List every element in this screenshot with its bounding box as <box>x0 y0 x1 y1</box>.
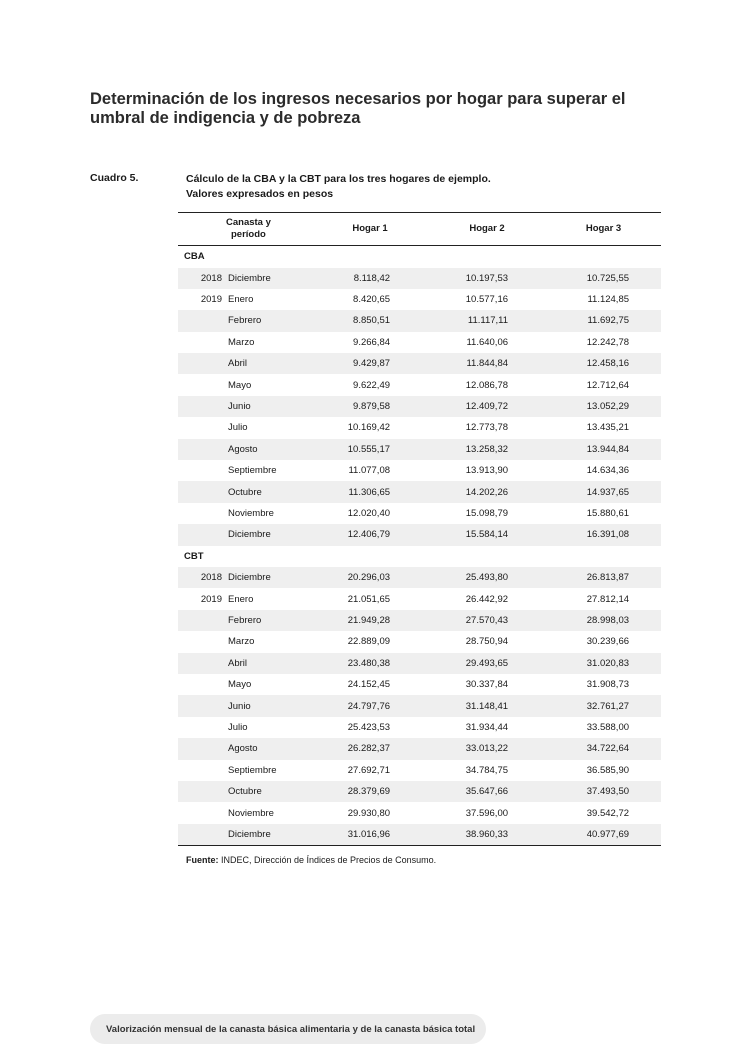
cell-h3: 36.585,90 <box>586 764 630 776</box>
cell-month: Septiembre <box>228 465 277 477</box>
cell-h2: 37.596,00 <box>465 807 509 819</box>
cell-year <box>178 653 228 674</box>
cell-h1: 8.118,42 <box>312 268 428 289</box>
cell-year <box>178 396 228 417</box>
cell-h1: 29.930,80 <box>347 807 391 819</box>
cell-h3: 31.908,73 <box>586 679 630 691</box>
header-canasta-line1: Canasta y <box>226 217 271 228</box>
cell-year <box>178 417 228 438</box>
table-row <box>178 289 661 310</box>
cell-year <box>178 674 228 695</box>
table-row <box>178 524 661 545</box>
cell-h3: 15.880,61 <box>586 507 630 519</box>
cell-year: 2018 <box>178 567 228 588</box>
cell-h3: 11.692,75 <box>546 310 661 331</box>
cell-h3: 37.493,50 <box>546 781 661 802</box>
table-row <box>178 738 661 759</box>
cell-h1: 21.051,65 <box>347 593 391 605</box>
table-row <box>178 268 661 289</box>
cell-month: Julio <box>228 422 248 434</box>
cell-h1: 24.152,45 <box>347 679 391 691</box>
cell-h1: 11.077,08 <box>348 465 391 477</box>
cell-h1: 10.169,42 <box>347 422 391 434</box>
cell-h2: 13.913,90 <box>465 465 509 477</box>
cell-h1: 26.282,37 <box>312 738 428 759</box>
cell-year <box>178 738 228 759</box>
cell-month: Noviembre <box>228 507 274 519</box>
cell-h2: 14.202,26 <box>428 481 546 502</box>
table-row <box>178 631 661 652</box>
source-note <box>186 855 436 865</box>
cell-h1: 9.879,58 <box>312 396 428 417</box>
cell-h1: 27.692,71 <box>347 764 391 776</box>
cuadro-caption-line1: Cálculo de la CBA y la CBT para los tres hogares de ejemplo. <box>186 173 491 185</box>
source-label: Fuente: <box>186 855 219 865</box>
page-title: Determinación de los ingresos necesarios por hogar para superar el umbral de indigencia y de pobreza <box>90 90 626 127</box>
cell-h3: 13.052,29 <box>546 396 661 417</box>
cell-month: Febrero <box>228 310 312 331</box>
table-row <box>178 674 661 695</box>
table-row <box>178 439 661 460</box>
cell-month: Diciembre <box>228 567 312 588</box>
cell-month: Julio <box>228 722 248 733</box>
footer-banner <box>90 1014 486 1044</box>
cell-h1: 28.379,69 <box>312 781 428 802</box>
section-row <box>178 546 661 568</box>
cell-year <box>178 824 228 846</box>
table-row <box>178 760 661 781</box>
cell-month: Marzo <box>228 636 255 648</box>
cell-h1: 20.296,03 <box>312 567 428 588</box>
header-canasta-line2: período <box>231 229 266 240</box>
cell-h3: 16.391,08 <box>546 524 661 545</box>
cell-h2: 35.647,66 <box>428 781 546 802</box>
cell-month: Septiembre <box>228 764 277 776</box>
cell-h1: 31.016,96 <box>312 824 428 846</box>
cell-h3: 27.812,14 <box>586 593 630 605</box>
table-row <box>178 588 661 609</box>
cell-h3: 39.542,72 <box>586 807 630 819</box>
cell-h2: 31.148,41 <box>428 695 546 716</box>
table-row <box>178 610 661 631</box>
cell-h2: 10.577,16 <box>465 294 509 306</box>
table-header <box>178 213 661 246</box>
cell-h2: 34.784,75 <box>465 764 509 776</box>
cell-h2: 11.117,11 <box>428 310 546 331</box>
cell-h3: 34.722,64 <box>546 738 661 759</box>
cell-year <box>178 503 228 524</box>
data-table-container <box>178 212 661 846</box>
cell-h3: 12.242,78 <box>586 336 630 348</box>
table-row <box>178 695 661 716</box>
cell-h2: 33.013,22 <box>428 738 546 759</box>
cell-h2: 12.409,72 <box>428 396 546 417</box>
cell-month: Enero <box>228 593 254 605</box>
table-row <box>178 567 661 588</box>
table-row <box>178 503 661 524</box>
cell-h1: 8.420,65 <box>353 294 391 306</box>
cell-year <box>178 332 228 353</box>
cell-h1: 9.266,84 <box>353 336 391 348</box>
cell-month: Abril <box>228 653 312 674</box>
cell-month: Agosto <box>228 439 312 460</box>
cell-h3: 11.124,85 <box>587 294 630 306</box>
cell-h1: 12.406,79 <box>312 524 428 545</box>
cell-month: Enero <box>228 294 254 306</box>
table-row <box>178 374 661 395</box>
table-row <box>178 781 661 802</box>
cell-year: 2019 <box>200 294 222 306</box>
cell-h1: 9.429,87 <box>312 353 428 374</box>
cell-month: Abril <box>228 353 312 374</box>
cell-year <box>178 631 228 652</box>
cell-month: Agosto <box>228 738 312 759</box>
header-hogar-3: Hogar 3 <box>585 223 622 234</box>
cell-h3: 31.020,83 <box>546 653 661 674</box>
cuadro-label: Cuadro 5. <box>90 172 139 184</box>
cell-h2: 15.584,14 <box>428 524 546 545</box>
section-row <box>178 246 661 268</box>
cell-h3: 13.435,21 <box>586 422 630 434</box>
table-row <box>178 417 661 438</box>
cell-h1: 25.423,53 <box>347 722 391 733</box>
cell-h2: 11.640,06 <box>466 336 509 348</box>
cell-h2: 38.960,33 <box>428 824 546 846</box>
cell-year <box>178 439 228 460</box>
cell-h3: 10.725,55 <box>546 268 661 289</box>
source-text: INDEC, Dirección de Índices de Precios de Consumo. <box>218 855 437 865</box>
cell-year <box>178 781 228 802</box>
cell-year <box>178 802 228 823</box>
table-row <box>178 332 661 353</box>
cell-month: Mayo <box>228 679 252 691</box>
cell-h1: 21.949,28 <box>312 610 428 631</box>
cell-year: 2019 <box>200 593 222 605</box>
cell-h1: 10.555,17 <box>312 439 428 460</box>
cell-h1: 8.850,51 <box>312 310 428 331</box>
table-row <box>178 353 661 374</box>
cell-h3: 30.239,66 <box>586 636 630 648</box>
table-row <box>178 653 661 674</box>
cell-month: Diciembre <box>228 268 312 289</box>
cell-h1: 23.480,38 <box>312 653 428 674</box>
cell-h3: 33.588,00 <box>586 722 630 733</box>
header-hogar-1: Hogar 1 <box>352 223 388 234</box>
header-hogar-2: Hogar 2 <box>469 223 505 234</box>
cell-year <box>178 460 228 481</box>
cell-year <box>178 374 228 395</box>
table-body <box>178 246 661 846</box>
cell-h2: 27.570,43 <box>428 610 546 631</box>
cell-h2: 11.844,84 <box>428 353 546 374</box>
cell-h3: 12.458,16 <box>546 353 661 374</box>
cell-month: Diciembre <box>228 524 312 545</box>
cell-h3: 32.761,27 <box>546 695 661 716</box>
cell-h2: 31.934,44 <box>465 722 509 733</box>
cell-h2: 15.098,79 <box>465 507 509 519</box>
cell-h2: 13.258,32 <box>428 439 546 460</box>
cell-year <box>178 695 228 716</box>
cell-h3: 28.998,03 <box>546 610 661 631</box>
cell-h1: 12.020,40 <box>347 507 391 519</box>
cell-h3: 40.977,69 <box>546 824 661 846</box>
section-label: CBA <box>184 251 205 263</box>
cell-h1: 22.889,09 <box>347 636 391 648</box>
cell-month: Mayo <box>228 379 252 391</box>
cell-month: Marzo <box>228 336 255 348</box>
table-row <box>178 824 661 846</box>
table-row <box>178 802 661 823</box>
table-row <box>178 481 661 502</box>
cell-year <box>178 717 228 738</box>
cell-year <box>178 760 228 781</box>
cuadro-caption <box>186 172 666 202</box>
table-row <box>178 310 661 331</box>
cell-h2: 30.337,84 <box>465 679 509 691</box>
cell-h2: 25.493,80 <box>428 567 546 588</box>
cell-year: 2018 <box>178 268 228 289</box>
footer-text: Valorización mensual de la canasta básica alimentaria y de la canasta básica total <box>106 1023 476 1035</box>
cell-year <box>178 610 228 631</box>
cell-h1: 9.622,49 <box>353 379 391 391</box>
cell-month: Noviembre <box>228 807 274 819</box>
cell-year <box>178 481 228 502</box>
cell-h3: 14.634,36 <box>586 465 630 477</box>
cell-h3: 14.937,65 <box>546 481 661 502</box>
section-label: CBT <box>184 550 204 562</box>
cell-month: Febrero <box>228 610 312 631</box>
table-row <box>178 717 661 738</box>
cell-h2: 26.442,92 <box>465 593 509 605</box>
cell-year <box>178 524 228 545</box>
cell-month: Diciembre <box>228 824 312 846</box>
cuadro-caption-line2: Valores expresados en pesos <box>186 188 334 200</box>
cell-h3: 13.944,84 <box>546 439 661 460</box>
cell-h2: 10.197,53 <box>428 268 546 289</box>
cell-month: Junio <box>228 695 312 716</box>
cell-h2: 12.086,78 <box>465 379 509 391</box>
cell-h3: 12.712,64 <box>586 379 630 391</box>
cell-h2: 28.750,94 <box>465 636 509 648</box>
table-row <box>178 460 661 481</box>
cell-h3: 26.813,87 <box>546 567 661 588</box>
cell-h2: 12.773,78 <box>465 422 509 434</box>
cell-h1: 11.306,65 <box>312 481 428 502</box>
table-row <box>178 396 661 417</box>
cell-h2: 29.493,65 <box>428 653 546 674</box>
cell-year <box>178 353 228 374</box>
data-table <box>178 212 661 846</box>
cell-month: Octubre <box>228 481 312 502</box>
cell-year <box>178 310 228 331</box>
cell-month: Junio <box>228 396 312 417</box>
cell-h1: 24.797,76 <box>312 695 428 716</box>
header-canasta-periodo <box>178 213 312 246</box>
cell-month: Octubre <box>228 781 312 802</box>
